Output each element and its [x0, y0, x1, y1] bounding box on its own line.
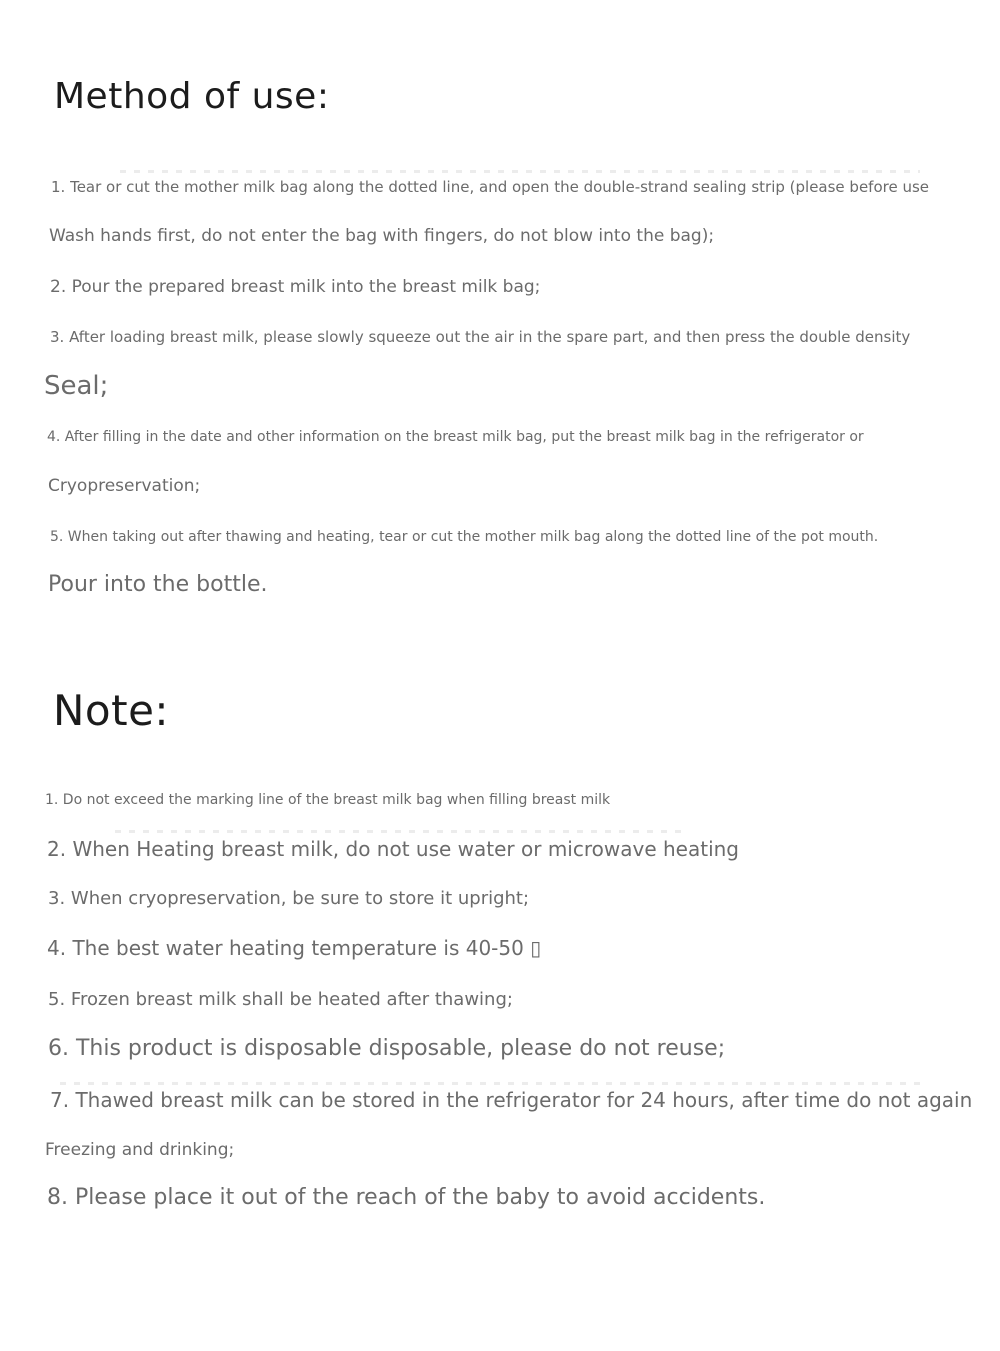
method-line-5-continued: Pour into the bottle.: [48, 572, 268, 597]
note-line-6: 6. This product is disposable disposable, please do not reuse;: [48, 1036, 726, 1061]
method-line-1: 1. Tear or cut the mother milk bag along the dotted line, and open the double-strand sealing strip (please before use: [51, 178, 930, 196]
faded-text-residue: [60, 1082, 920, 1085]
note-line-8: 8. Please place it out of the reach of the baby to avoid accidents.: [47, 1185, 766, 1210]
method-line-4-continued: Cryopreservation;: [48, 476, 201, 496]
note-line-3: 3. When cryopreservation, be sure to store it upright;: [48, 888, 530, 909]
note-line-4: 4. The best water heating temperature is 40-50 ▯: [47, 936, 542, 960]
note-line-1: 1. Do not exceed the marking line of the breast milk bag when filling breast milk: [45, 792, 611, 808]
method-line-3: 3. After loading breast milk, please slowly squeeze out the air in the spare part, and then press the double density: [50, 328, 911, 346]
note-line-5: 5. Frozen breast milk shall be heated after thawing;: [48, 989, 513, 1010]
note-title: Note:: [53, 686, 170, 735]
method-line-5: 5. When taking out after thawing and heating, tear or cut the mother milk bag along the dotted line of the pot mouth.: [50, 529, 879, 545]
note-line-2: 2. When Heating breast milk, do not use water or microwave heating: [47, 837, 739, 861]
method-line-1-continued: Wash hands first, do not enter the bag with fingers, do not blow into the bag);: [49, 226, 715, 246]
method-line-2: 2. Pour the prepared breast milk into the breast milk bag;: [50, 277, 541, 297]
note-line-7-continued: Freezing and drinking;: [45, 1140, 235, 1160]
faded-text-residue: [115, 830, 685, 833]
method-line-3-continued: Seal;: [44, 371, 109, 401]
faded-text-residue: [120, 170, 920, 173]
note-line-7: 7. Thawed breast milk can be stored in the refrigerator for 24 hours, after time do not again: [50, 1088, 973, 1112]
method-of-use-title: Method of use:: [54, 76, 330, 117]
method-line-4: 4. After filling in the date and other information on the breast milk bag, put the breast milk bag in the refrigerator or: [47, 429, 864, 445]
